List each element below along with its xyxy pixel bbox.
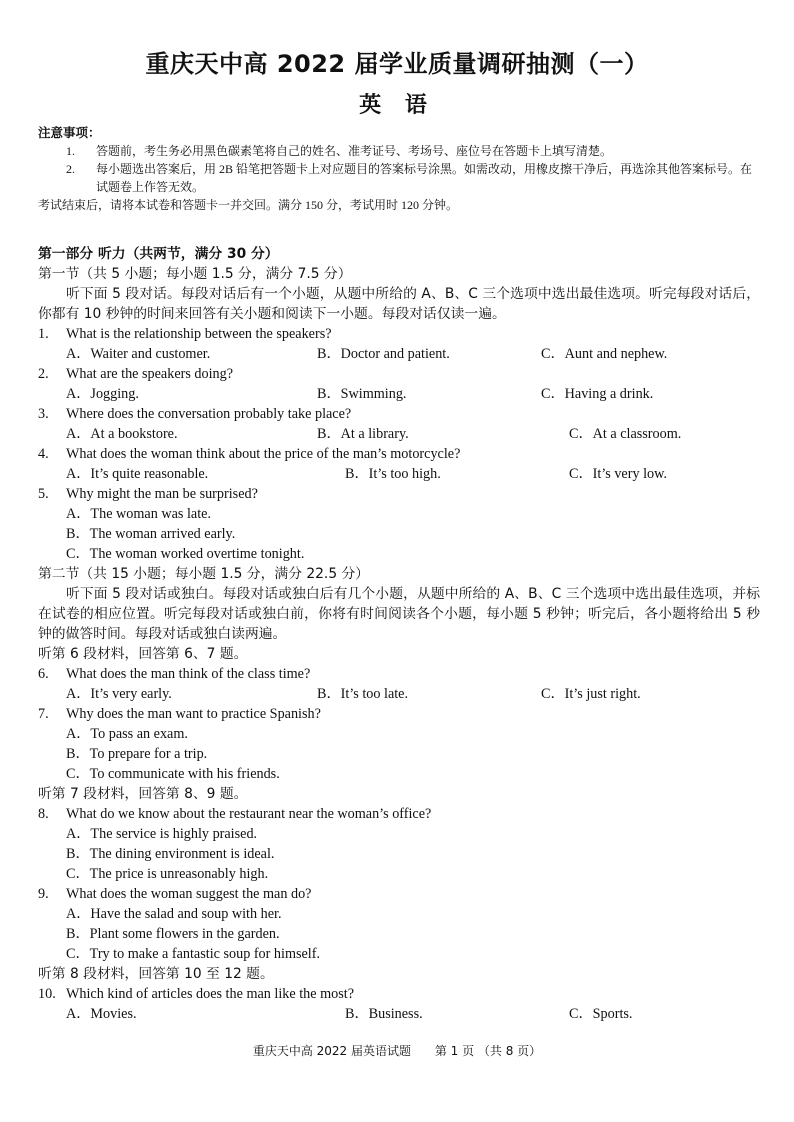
- options-row: [38, 1004, 760, 1024]
- notes-section: [38, 124, 763, 214]
- option-c: C．It’s just right.: [541, 686, 641, 702]
- option-a: A．At a bookstore.: [66, 426, 178, 442]
- option-b: B．The dining environment is ideal.: [66, 846, 275, 862]
- question-text: What does the woman think about the price of the man’s motorcycle?: [66, 446, 461, 462]
- options-row: [38, 424, 760, 444]
- question-10: [38, 984, 760, 1004]
- part1-title: 第一部分 听力（共两节，满分 30 分）: [38, 246, 279, 262]
- group-heading-7: 听第 7 段材料，回答第 8、9 题。: [38, 786, 248, 802]
- question-text: Where does the conversation probably take place?: [66, 406, 352, 422]
- option-b: B．To prepare for a trip.: [66, 746, 208, 762]
- option-c: C．The woman worked overtime tonight.: [66, 546, 305, 562]
- notes-closing: 考试结束后，请将本试卷和答题卡一并交回。满分 150 分，考试用时 120 分钟。: [38, 198, 459, 212]
- notes-item-text: 每小题选出答案后，用 2B 铅笔把答题卡上对应题目的答案标号涂黑。如需改动，用橡皮擦干净后，再选涂其他答案标号。在试题卷上作答无效。: [96, 162, 753, 194]
- question-number: 2.: [38, 366, 49, 382]
- question-text: What is the relationship between the speakers?: [66, 326, 332, 342]
- option-a: A．Have the salad and soup with her.: [66, 906, 282, 922]
- question-text: Why might the man be surprised?: [66, 486, 258, 502]
- section1-title: 第一节（共 5 小题；每小题 1.5 分，满分 7.5 分）: [38, 266, 352, 282]
- notes-item-num: 2.: [66, 162, 75, 176]
- question-3: [38, 404, 760, 424]
- option-a: A．It’s quite reasonable.: [66, 466, 209, 482]
- option-a: A．The service is highly praised.: [66, 826, 258, 842]
- section2-title: 第二节（共 15 小题；每小题 1.5 分，满分 22.5 分）: [38, 566, 370, 582]
- options-row: [38, 344, 760, 364]
- page-footer: [0, 1042, 794, 1059]
- question-number: 10.: [38, 986, 56, 1002]
- question-text: What are the speakers doing?: [66, 366, 234, 382]
- question-4: [38, 444, 760, 464]
- question-number: 9.: [38, 886, 49, 902]
- question-text: What does the woman suggest the man do?: [66, 886, 312, 902]
- notes-item: [38, 142, 763, 160]
- group-heading-8: 听第 8 段材料，回答第 10 至 12 题。: [38, 966, 274, 982]
- listening-part: [38, 244, 760, 1024]
- option-c: C．Having a drink.: [541, 386, 654, 402]
- options-row: [38, 684, 760, 704]
- question-9: [38, 884, 760, 904]
- option-c: C．Aunt and nephew.: [541, 346, 668, 362]
- question-text: Why does the man want to practice Spanish?: [66, 706, 321, 722]
- option-a: A．Waiter and customer.: [66, 346, 211, 362]
- question-number: 1.: [38, 326, 49, 342]
- subject-title: 英 语: [359, 93, 435, 118]
- option-b: B．Swimming.: [317, 386, 407, 402]
- question-2: [38, 364, 760, 384]
- notes-item-text: 答题前，考生务必用黑色碳素笔将自己的姓名、准考证号、考场号、座位号在答题卡上填写清楚。: [96, 144, 613, 158]
- question-text: What does the man think of the class time?: [66, 666, 311, 682]
- section2-instruction: 听下面 5 段对话或独白。每段对话或独白后有几个小题，从题中所给的 A、B、C 三个选项中选出最佳选项，并标在试卷的相应位置。听完每段对话或独白前，你将有时间阅读各个小题，每小题 5 秒钟；听完后，各小题将给出 5 秒钟的做答时间。每段对话或独白读两遍。: [38, 586, 760, 642]
- option-c: C．At a classroom.: [569, 426, 682, 442]
- notes-item-num: 1.: [66, 144, 75, 158]
- option-b: B．It’s too high.: [345, 466, 441, 482]
- option-b: B．Plant some flowers in the garden.: [66, 926, 280, 942]
- option-b: B．Doctor and patient.: [317, 346, 450, 362]
- option-a: A．The woman was late.: [66, 506, 211, 522]
- section1-instruction: 听下面 5 段对话。每段对话后有一个小题，从题中所给的 A、B、C 三个选项中选出最佳选项。听完每段对话后，你都有 10 秒钟的时间来回答有关小题和阅读下一小题。每段对话仅读一遍。: [38, 286, 760, 322]
- footer-exam-name: 重庆天中高 2022 届英语试题: [252, 1044, 411, 1058]
- question-1: [38, 324, 760, 344]
- question-5: [38, 484, 760, 504]
- group-heading-6: 听第 6 段材料，回答第 6、7 题。: [38, 646, 248, 662]
- option-b: B．It’s too late.: [317, 686, 409, 702]
- option-c: C．The price is unreasonably high.: [66, 866, 269, 882]
- question-number: 5.: [38, 486, 49, 502]
- option-c: C．Try to make a fantastic soup for himself.: [66, 946, 321, 962]
- question-7: [38, 704, 760, 724]
- question-number: 4.: [38, 446, 49, 462]
- option-a: A．It’s very early.: [66, 686, 172, 702]
- question-number: 6.: [38, 666, 49, 682]
- question-8: [38, 804, 760, 824]
- exam-title: 重庆天中高 2022 届学业质量调研抽测（一）: [145, 50, 649, 78]
- option-a: A．Movies.: [66, 1006, 137, 1022]
- option-a: A．Jogging.: [66, 386, 139, 402]
- option-a: A．To pass an exam.: [66, 726, 188, 742]
- question-number: 7.: [38, 706, 49, 722]
- question-number: 3.: [38, 406, 49, 422]
- question-text: Which kind of articles does the man like the most?: [66, 986, 355, 1002]
- option-b: B．The woman arrived early.: [66, 526, 236, 542]
- notes-item: [38, 160, 763, 196]
- option-c: C．It’s very low.: [569, 466, 667, 482]
- options-row: [38, 464, 760, 484]
- question-number: 8.: [38, 806, 49, 822]
- notes-heading: 注意事项：: [38, 125, 101, 140]
- footer-page-number: 第 1 页 （共 8 页）: [434, 1044, 542, 1058]
- option-b: B．At a library.: [317, 426, 409, 442]
- option-c: C．Sports.: [569, 1006, 633, 1022]
- question-text: What do we know about the restaurant near the woman’s office?: [66, 806, 432, 822]
- question-6: [38, 664, 760, 684]
- option-b: B．Business.: [345, 1006, 423, 1022]
- options-row: [38, 384, 760, 404]
- option-c: C．To communicate with his friends.: [66, 766, 280, 782]
